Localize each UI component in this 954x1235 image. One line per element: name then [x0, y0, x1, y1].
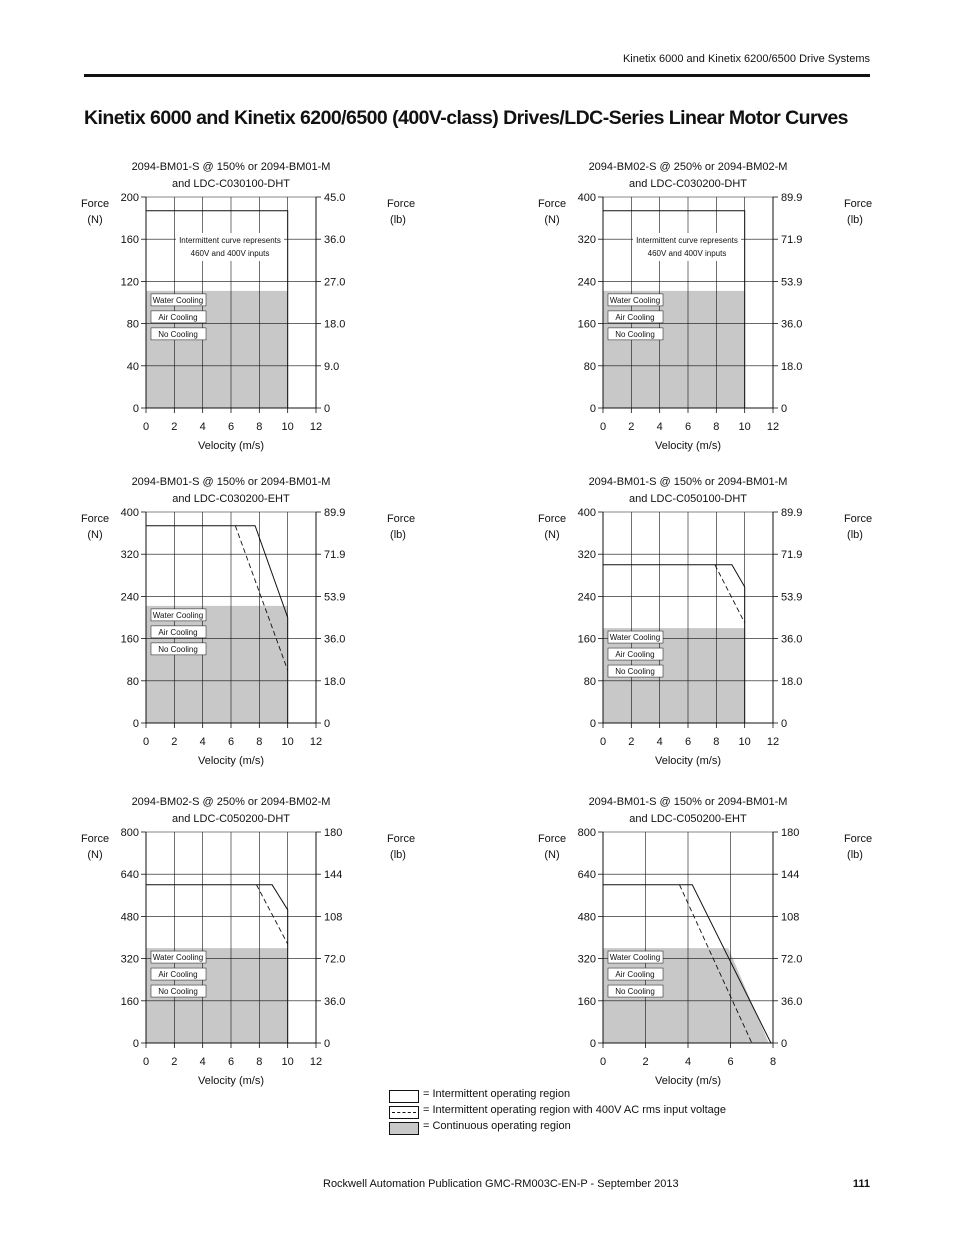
y-tick-label-left: 80	[126, 675, 139, 688]
y-tick-label-right: 36.0	[781, 318, 803, 331]
y-axis-unit-right: (lb)	[847, 849, 863, 861]
y-axis-label-left: Force	[537, 198, 567, 210]
x-tick-label: 4	[656, 736, 663, 748]
y-tick-label-left: 0	[589, 1038, 596, 1050]
x-tick-label: 2	[628, 421, 635, 433]
x-tick-label: 12	[309, 1056, 323, 1068]
legend-swatch-solid	[389, 1090, 419, 1103]
chart-title-line-1: 2094-BM01-S @ 150% or 2094-BM01-M	[131, 161, 331, 173]
legend-swatch-filled	[389, 1122, 419, 1135]
x-tick-label: 2	[642, 1056, 649, 1068]
y-tick-label-right: 71.9	[324, 549, 346, 562]
y-axis-unit-right: (lb)	[390, 849, 406, 861]
y-tick-label-left: 0	[589, 403, 596, 415]
cooling-label: No Cooling	[615, 987, 655, 997]
y-tick-label-left: 800	[577, 827, 596, 839]
cooling-label: Air Cooling	[615, 650, 655, 660]
continuous-region	[603, 291, 745, 408]
x-tick-label: 6	[684, 421, 692, 433]
note-line-2: 460V and 400V inputs	[647, 249, 727, 258]
chart-title-line-1: 2094-BM02-S @ 250% or 2094-BM02-M	[131, 796, 331, 808]
cooling-label: No Cooling	[615, 329, 655, 339]
y-tick-label-right: 18.0	[781, 675, 803, 688]
page-number: 111	[852, 1178, 870, 1190]
y-tick-label-left: 320	[120, 953, 139, 966]
y-tick-label-left: 480	[120, 911, 139, 924]
x-tick-label: 8	[256, 421, 263, 433]
y-tick-label-right: 45.0	[324, 192, 346, 204]
y-tick-label-right: 18.0	[324, 318, 346, 331]
x-tick-label: 0	[599, 421, 607, 433]
force-velocity-chart-2	[539, 155, 889, 455]
y-tick-label-left: 0	[589, 718, 596, 730]
running-head: Kinetix 6000 and Kinetix 6200/6500 Drive Systems	[622, 53, 870, 65]
y-axis-label-right: Force	[843, 833, 873, 845]
continuous-region	[146, 606, 288, 723]
chart-title-line-2: and LDC-C050200-DHT	[172, 813, 290, 825]
y-axis-label-right: Force	[843, 198, 873, 210]
y-tick-label-right: 89.9	[781, 192, 803, 204]
x-tick-label: 4	[199, 736, 206, 748]
x-tick-label: 0	[599, 736, 607, 748]
x-tick-label: 10	[281, 421, 294, 433]
y-tick-label-left: 320	[577, 234, 596, 247]
intermittent-400v-curve	[715, 565, 745, 623]
y-tick-label-right: 36.0	[324, 633, 346, 646]
x-tick-label: 0	[599, 1056, 607, 1068]
chart-title-line-1: 2094-BM01-S @ 150% or 2094-BM01-M	[131, 476, 331, 488]
y-axis-unit-left: (N)	[544, 214, 560, 226]
cooling-label: Water Cooling	[609, 953, 661, 963]
y-tick-label-left: 320	[577, 953, 596, 966]
x-tick-label: 6	[684, 736, 692, 748]
page-title: Kinetix 6000 and Kinetix 6200/6500 (400V-class) Drives/LDC-Series Linear Motor Curves	[84, 107, 848, 129]
x-tick-label: 4	[684, 1056, 692, 1068]
y-tick-label-right: 9.0	[324, 360, 340, 373]
y-tick-label-right: 108	[324, 911, 343, 924]
y-tick-label-left: 640	[577, 869, 596, 882]
cooling-label: No Cooling	[615, 667, 655, 677]
x-tick-label: 8	[256, 736, 263, 748]
y-tick-label-right: 144	[781, 869, 800, 882]
y-tick-label-left: 0	[132, 1038, 139, 1050]
y-tick-label-left: 240	[577, 276, 596, 289]
y-tick-label-right: 36.0	[324, 995, 346, 1008]
y-tick-label-left: 320	[120, 549, 139, 562]
y-tick-label-left: 80	[583, 360, 596, 373]
chart-title-line-2: and LDC-C050200-EHT	[629, 813, 747, 825]
y-axis-unit-left: (N)	[87, 214, 103, 226]
y-tick-label-left: 160	[577, 995, 596, 1008]
y-tick-label-left: 480	[577, 911, 596, 924]
cooling-label: Water Cooling	[152, 610, 204, 620]
y-tick-label-left: 400	[577, 192, 596, 204]
y-tick-label-right: 53.9	[781, 591, 803, 604]
y-axis-unit-right: (lb)	[847, 214, 863, 226]
y-tick-label-left: 0	[132, 718, 139, 730]
x-axis-label: Velocity (m/s)	[654, 440, 722, 452]
y-axis-label-left: Force	[80, 198, 110, 210]
legend-swatch-dashed	[389, 1106, 419, 1119]
chart-title-line-2: and LDC-C050100-DHT	[629, 493, 747, 505]
x-tick-label: 6	[227, 1056, 235, 1068]
cooling-label: Air Cooling	[615, 312, 655, 322]
x-axis-label: Velocity (m/s)	[197, 440, 265, 452]
cooling-label: Water Cooling	[152, 295, 204, 305]
x-tick-label: 10	[738, 421, 751, 433]
cooling-label: No Cooling	[158, 329, 198, 339]
x-tick-label: 0	[142, 736, 150, 748]
y-tick-label-left: 160	[577, 633, 596, 646]
x-tick-label: 6	[727, 1056, 734, 1068]
y-tick-label-left: 800	[120, 827, 139, 839]
y-tick-label-right: 0	[324, 718, 331, 730]
x-tick-label: 2	[171, 736, 178, 748]
chart-title-line-2: and LDC-C030200-DHT	[629, 178, 747, 190]
y-tick-label-right: 27.0	[324, 276, 346, 289]
y-axis-unit-right: (lb)	[390, 214, 406, 226]
y-tick-label-left: 400	[577, 507, 596, 519]
note-line-1: Intermittent curve represents	[636, 236, 738, 245]
y-tick-label-right: 0	[781, 1038, 788, 1050]
y-tick-label-right: 0	[781, 718, 788, 730]
y-tick-label-right: 0	[781, 403, 788, 415]
y-tick-label-right: 18.0	[781, 360, 803, 373]
legend-label-intermittent: = Intermittent operating region	[423, 1088, 571, 1100]
legend-label-intermittent-400v: = Intermittent operating region with 400V AC rms input voltage	[423, 1104, 726, 1116]
y-tick-label-left: 320	[577, 549, 596, 562]
force-velocity-chart-3	[82, 470, 432, 770]
y-tick-label-left: 240	[120, 591, 139, 604]
x-tick-label: 8	[769, 1056, 777, 1068]
chart-title-line-1: 2094-BM01-S @ 150% or 2094-BM01-M	[588, 476, 788, 488]
y-axis-unit-left: (N)	[544, 529, 560, 541]
x-tick-label: 10	[738, 736, 751, 748]
x-axis-label: Velocity (m/s)	[654, 1075, 722, 1087]
y-tick-label-left: 120	[120, 276, 139, 289]
x-tick-label: 12	[766, 421, 780, 433]
cooling-label: Air Cooling	[158, 970, 198, 980]
y-tick-label-right: 71.9	[781, 234, 803, 247]
y-tick-label-right: 71.9	[781, 549, 803, 562]
x-tick-label: 8	[713, 736, 720, 748]
cooling-label: Air Cooling	[158, 627, 198, 637]
header-rule	[84, 74, 870, 77]
y-axis-label-right: Force	[386, 833, 416, 845]
x-tick-label: 4	[199, 421, 206, 433]
y-tick-label-left: 0	[132, 403, 139, 415]
y-axis-unit-left: (N)	[544, 849, 560, 861]
x-tick-label: 10	[281, 736, 294, 748]
y-tick-label-right: 0	[324, 403, 331, 415]
x-tick-label: 2	[171, 421, 178, 433]
cooling-label: Water Cooling	[609, 633, 661, 643]
y-tick-label-left: 160	[120, 633, 139, 646]
y-tick-label-left: 200	[120, 192, 139, 204]
y-tick-label-right: 36.0	[324, 234, 346, 247]
y-tick-label-left: 80	[126, 318, 139, 331]
y-tick-label-right: 36.0	[781, 995, 803, 1008]
y-axis-label-right: Force	[843, 513, 873, 525]
y-tick-label-right: 18.0	[324, 675, 346, 688]
y-tick-label-right: 53.9	[324, 591, 346, 604]
chart-title-line-2: and LDC-C030100-DHT	[172, 178, 290, 190]
chart-title-line-1: 2094-BM02-S @ 250% or 2094-BM02-M	[588, 161, 788, 173]
x-axis-label: Velocity (m/s)	[197, 755, 265, 767]
y-tick-label-right: 89.9	[324, 507, 346, 519]
y-tick-label-left: 160	[120, 234, 139, 247]
cooling-label: Air Cooling	[615, 970, 655, 980]
y-tick-label-left: 160	[577, 318, 596, 331]
y-axis-label-left: Force	[537, 833, 567, 845]
y-axis-unit-right: (lb)	[847, 529, 863, 541]
y-tick-label-left: 160	[120, 995, 139, 1008]
x-tick-label: 0	[142, 421, 150, 433]
force-velocity-chart-5	[82, 790, 432, 1090]
y-axis-label-right: Force	[386, 513, 416, 525]
y-tick-label-left: 640	[120, 869, 139, 882]
footer-publication: Rockwell Automation Publication GMC-RM003C-EN-P - September 2013	[323, 1178, 679, 1190]
y-tick-label-right: 72.0	[324, 953, 346, 966]
x-tick-label: 12	[766, 736, 780, 748]
x-axis-label: Velocity (m/s)	[197, 1075, 265, 1087]
cooling-label: No Cooling	[158, 987, 198, 997]
continuous-region	[146, 291, 288, 408]
force-velocity-chart-4	[539, 470, 889, 770]
chart-title-line-1: 2094-BM01-S @ 150% or 2094-BM01-M	[588, 796, 788, 808]
note-line-2: 460V and 400V inputs	[190, 249, 270, 258]
x-tick-label: 12	[309, 736, 323, 748]
y-tick-label-right: 36.0	[781, 633, 803, 646]
y-axis-label-left: Force	[537, 513, 567, 525]
y-tick-label-right: 0	[324, 1038, 331, 1050]
x-tick-label: 12	[309, 421, 323, 433]
y-axis-unit-left: (N)	[87, 849, 103, 861]
cooling-label: Air Cooling	[158, 312, 198, 322]
y-tick-label-left: 240	[577, 591, 596, 604]
cooling-label: Water Cooling	[609, 295, 661, 305]
x-tick-label: 4	[656, 421, 663, 433]
force-velocity-chart-6	[539, 790, 889, 1090]
y-tick-label-right: 89.9	[781, 507, 803, 519]
x-tick-label: 0	[142, 1056, 150, 1068]
x-tick-label: 6	[227, 736, 235, 748]
x-tick-label: 10	[281, 1056, 294, 1068]
chart-title-line-2: and LDC-C030200-EHT	[172, 493, 290, 505]
y-axis-label-left: Force	[80, 833, 110, 845]
x-tick-label: 4	[199, 1056, 206, 1068]
y-axis-label-right: Force	[386, 198, 416, 210]
y-tick-label-left: 400	[120, 507, 139, 519]
x-tick-label: 6	[227, 421, 235, 433]
legend-label-continuous: = Continuous operating region	[423, 1120, 571, 1132]
x-tick-label: 8	[713, 421, 720, 433]
x-tick-label: 8	[256, 1056, 263, 1068]
y-tick-label-left: 80	[583, 675, 596, 688]
y-tick-label-right: 180	[781, 827, 800, 839]
y-tick-label-right: 180	[324, 827, 343, 839]
cooling-label: No Cooling	[158, 644, 198, 654]
x-tick-label: 2	[171, 1056, 178, 1068]
y-tick-label-right: 72.0	[781, 953, 803, 966]
x-tick-label: 2	[628, 736, 635, 748]
intermittent-400v-curve	[257, 885, 288, 944]
y-axis-unit-right: (lb)	[390, 529, 406, 541]
y-axis-unit-left: (N)	[87, 529, 103, 541]
force-velocity-chart-1	[82, 155, 432, 455]
y-tick-label-right: 53.9	[781, 276, 803, 289]
note-line-1: Intermittent curve represents	[179, 236, 281, 245]
x-axis-label: Velocity (m/s)	[654, 755, 722, 767]
y-tick-label-right: 108	[781, 911, 800, 924]
cooling-label: Water Cooling	[152, 953, 204, 963]
y-axis-label-left: Force	[80, 513, 110, 525]
y-tick-label-left: 40	[126, 360, 139, 373]
y-tick-label-right: 144	[324, 869, 343, 882]
